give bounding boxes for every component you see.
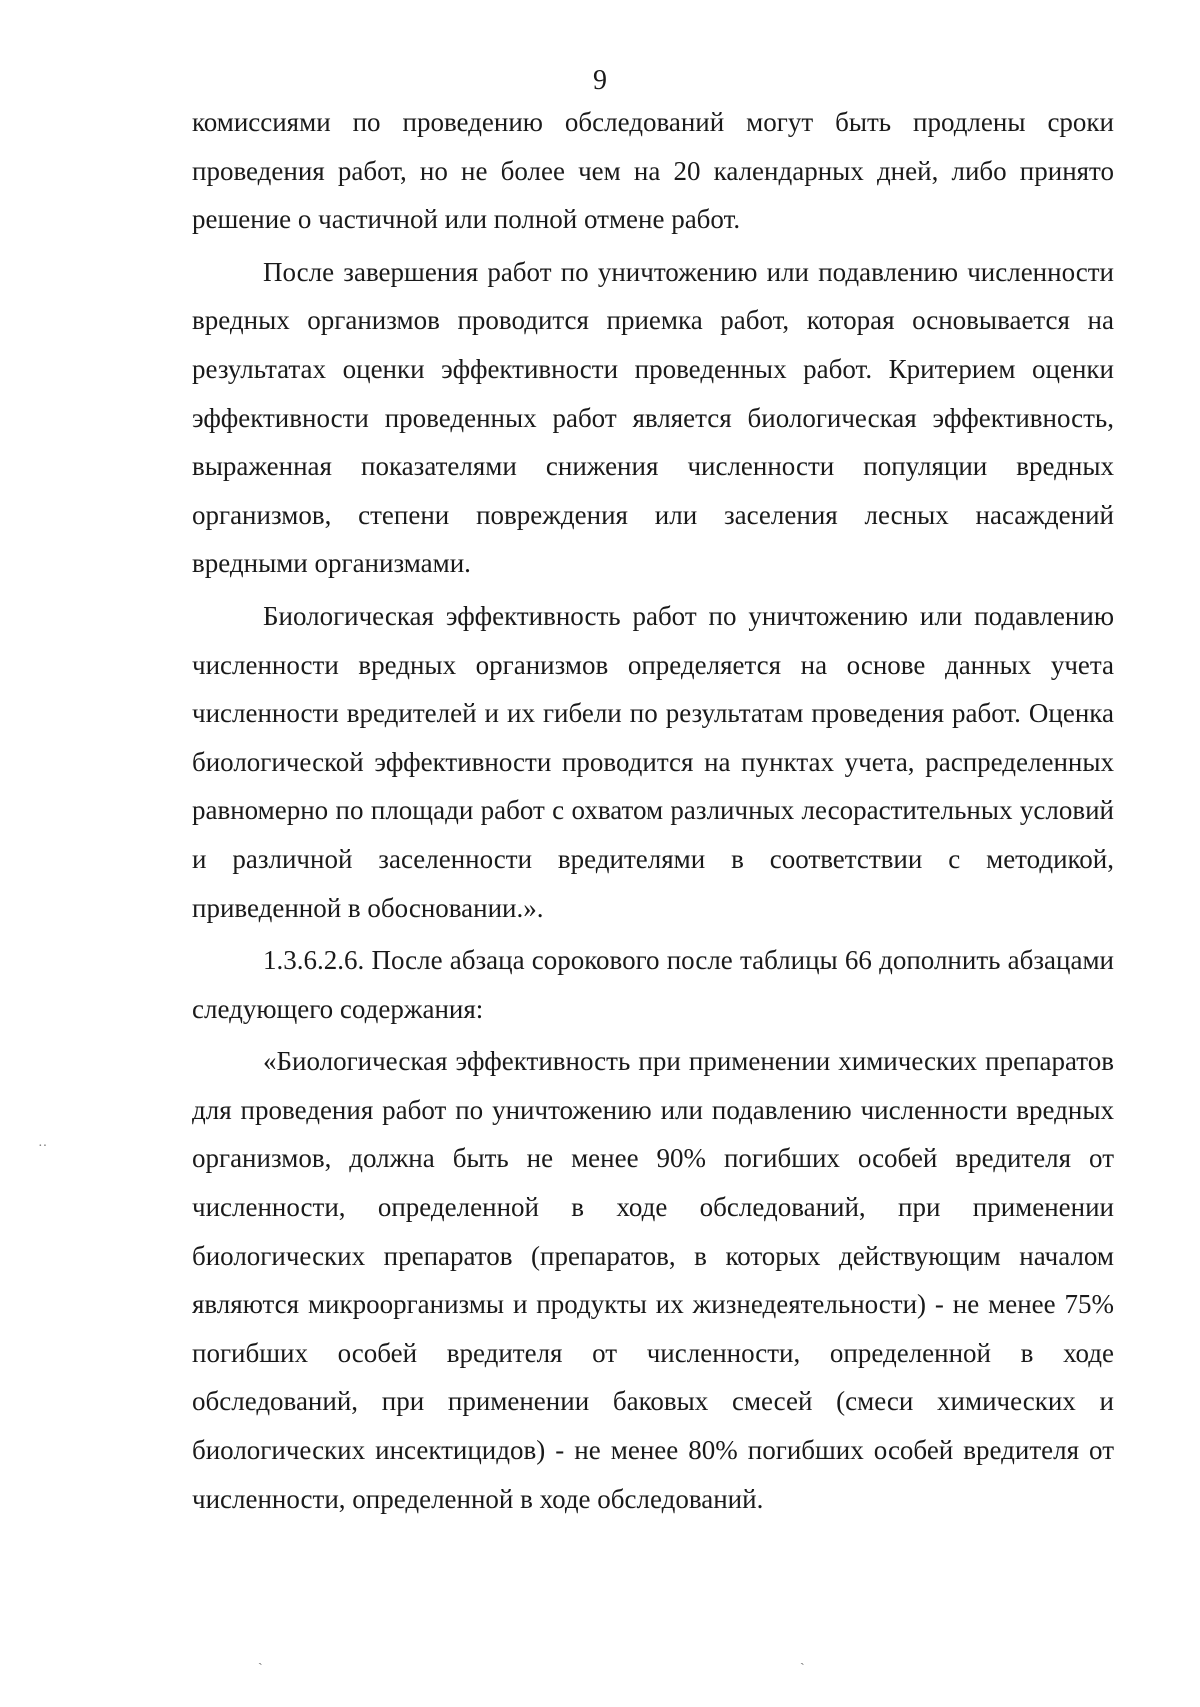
scan-speck: ·· [38, 1139, 48, 1154]
scan-speck: ˎ [800, 1651, 805, 1666]
paragraph-efficiency-thresholds: «Биологическая эффективность при применении химических препаратов для проведения работ по уничтожению или подавлению численности вредных организмов, должна быть не менее 90% погибших особей вредителя от численности, определенной в ходе обследований, при применении биологических препаратов (препаратов, в которых действующим началом являются микроорганизмы и продукты их жизнедеятельности) - не менее 75% погибших особей вредителя от численности, определенной в ходе обследований, при применении баковых смесей (смеси химических и биологических инсектицидов) - не менее 80% погибших особей вредителя от численности, определенной в ходе обследований. [192, 1046, 1114, 1514]
paragraph-acceptance: После завершения работ по уничтожению или подавлению численности вредных организмов проводится приемка работ, которая основывается на результатах оценки эффективности проведенных работ. Критерием оценки эффективности проведенных работ является биологическая эффективность, выраженная показателями снижения численности популяции вредных организмов, степени повреждения или заселения лесных насаждений вредными организмами. [192, 256, 1114, 579]
page-number: 9 [593, 65, 607, 96]
paragraph-biological-efficiency: Биологическая эффективность работ по уничтожению или подавлению численности вредных организмов определяется на основе данных учета численности вредителей и их гибели по результатам проведения работ. Оценка биологической эффективности проводится на пунктах учета, распределенных равномерно по площади работ с охватом различных лесорастительных условий и различной заселенности вредителями в соответствии с методикой, приведенной в обосновании.». [192, 600, 1114, 923]
scan-speck: ˎ [258, 1651, 263, 1666]
paragraph-amendment-clause: 1.3.6.2.6. После абзаца сорокового после таблицы 66 дополнить абзацами следующего содержания: [192, 945, 1114, 1024]
paragraph-continuation: комиссиями по проведению обследований могут быть продлены сроки проведения работ, но не более чем на 20 календарных дней, либо принято решение о частичной или полной отмене работ. [192, 107, 1114, 235]
document-body [192, 98, 1114, 1523]
